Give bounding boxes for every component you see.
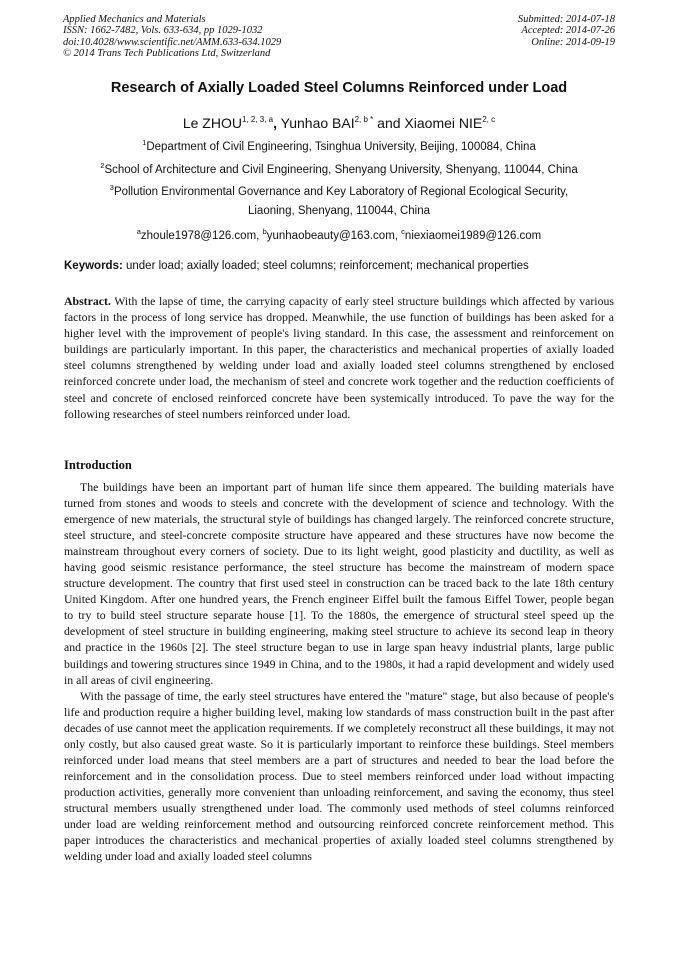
affiliation-marker: 2 (100, 161, 105, 170)
affiliation-marker: 1 (142, 138, 147, 147)
paper-title: Research of Axially Loaded Steel Columns Reinforced under Load (110, 80, 568, 96)
author-name: Le ZHOU (182, 115, 242, 131)
accepted-date: Accepted: 2014-07-26 (521, 25, 615, 37)
author-separator: , (273, 115, 277, 131)
affiliation (0, 138, 678, 153)
affiliation-marker: 3 (109, 183, 114, 192)
submitted-date: Submitted: 2014-07-18 (517, 14, 615, 25)
author-affiliation-marker: 1, 2, 3, a (241, 115, 274, 124)
keywords-text: under load; axially loaded; steel columns; reinforcement; mechanical properties (126, 260, 529, 272)
abstract-label: Abstract. (64, 294, 111, 308)
affiliation (0, 183, 678, 198)
journal-name: Applied Mechanics and Materials (63, 14, 206, 25)
abstract (64, 293, 614, 422)
section-heading-introduction: Introduction (64, 458, 132, 472)
journal-copyright: © 2014 Trans Tech Publications Ltd, Switzerland (63, 47, 271, 59)
keywords-label: Keywords: (64, 260, 123, 272)
body-paragraph: The buildings have been an important part of human life since them appeared. The building materials have turned from stones and woods to steels and concrete with the development of science and technology. With the emergence of new materials, the structural style of buildings has changed largely. The reinforced concrete structure, steel structure, and steel-concrete composite structure have appeared and these structures have now become the mainstream throughout every corners of society. Due to its light weight, good plasticity and ductility, as well as having good seismic resistance performance, the steel structure has become the mainstream of modern space structure development. The country that first used steel in construction can be traced back to the late 18th century United Kingdom. After one hundred years, the French engineer Eiffel built the famous Eiffel Tower, people began to try to build steel structure separate house [1]. To the 1880s, the emergence of structural steel speed up the development of steel structure in building engineering, making steel structure to achieve its second leap in theory and practice in the 1960s [2]. The steel structure began to use in large span heavy industrial plants, large public buildings and towering structures since 1949 in China, and to the 1980s, it had a rapid development and widely used in all areas of civil engineering. (64, 480, 614, 687)
online-date: Online: 2014-09-19 (531, 36, 615, 48)
affiliation (0, 161, 678, 176)
email-marker: c (401, 227, 405, 236)
affiliation-text: School of Architecture and Civil Engineering, Shenyang University, Shenyang, 110044, China (104, 164, 578, 176)
body-paragraph: With the passage of time, the early steel structures have entered the "mature" stage, but also because of people's life and production require a higher building level, making low standards of mass construction built in the past after decades of use cannot meet the application requirements. If we completely reconstruct all these buildings, it may not only costly, but also caused great waste. So it is particularly important to reinforce these buildings. Steel members reinforced under load means that steel members are a part of structures and needed to bear the load before the reinforcement and in the consolidation process. Due to steel members reinforced under load without impacting production activities, generally more convenient than unloading reinforcement, and saving the economy, thus steel structural members usually strengthened under load. The commonly used methods of steel columns reinforced under load are welding reinforcement method and outsourcing reinforced concrete reinforcement method. This paper introduces the characteristics and mechanical properties of axially loaded steel columns strengthened by welding under load and axially loaded steel columns (64, 688, 615, 864)
author-name: Xiaomei NIE (404, 115, 483, 131)
affiliation-text: Pollution Environmental Governance and Key Laboratory of Regional Ecological Security, (113, 186, 569, 198)
affiliation-text: Department of Civil Engineering, Tsinghua University, Beijing, 100084, China (146, 141, 536, 153)
email-marker: a (136, 227, 141, 236)
author-affiliation-marker: 2, b * (354, 115, 374, 124)
email-marker: b (262, 227, 267, 236)
publication-dates (518, 14, 615, 48)
introduction-body (64, 479, 614, 864)
email-address: niexiaomei1989@126.com (404, 230, 542, 242)
author-name: Yunhao BAI (280, 115, 355, 131)
journal-issn: ISSN: 1662-7482, Vols. 633-634, pp 1029-1032 (63, 25, 263, 37)
journal-doi: doi:10.4028/www.scientific.net/AMM.633-634.1029 (63, 36, 282, 48)
abstract-text: With the lapse of time, the carrying capacity of early steel structure buildings which affected by various factors in the process of long service has dropped. Meanwhile, the use function of buildings has been asked for a higher level with the improvement of people's living standard. In this case, the assessment and reinforcement on buildings are particularly important. In this paper, the characteristics and mechanical properties of axially loaded steel columns strengthened by welding under load and axially loaded steel columns strengthened by enclosed reinforced concrete under load, the mechanism of steel and concrete work together and the reduction coefficients of steel and concrete of enclosed reinforced concrete have been systemically introduced. To pave the way for the following researches of steel numbers reinforced under load. (64, 294, 614, 421)
author-emails (0, 227, 678, 242)
author-affiliation-marker: 2, c (482, 115, 496, 124)
email-address: yunhaobeauty@163.com, (266, 230, 402, 242)
journal-header (63, 14, 281, 59)
author-separator: and (377, 115, 401, 131)
affiliation-text: Liaoning, Shenyang, 110044, China (247, 205, 431, 217)
email-address: zhoule1978@126.com, (140, 230, 263, 242)
affiliation-continued (0, 205, 678, 217)
author-list (0, 115, 678, 131)
keywords (64, 260, 624, 272)
